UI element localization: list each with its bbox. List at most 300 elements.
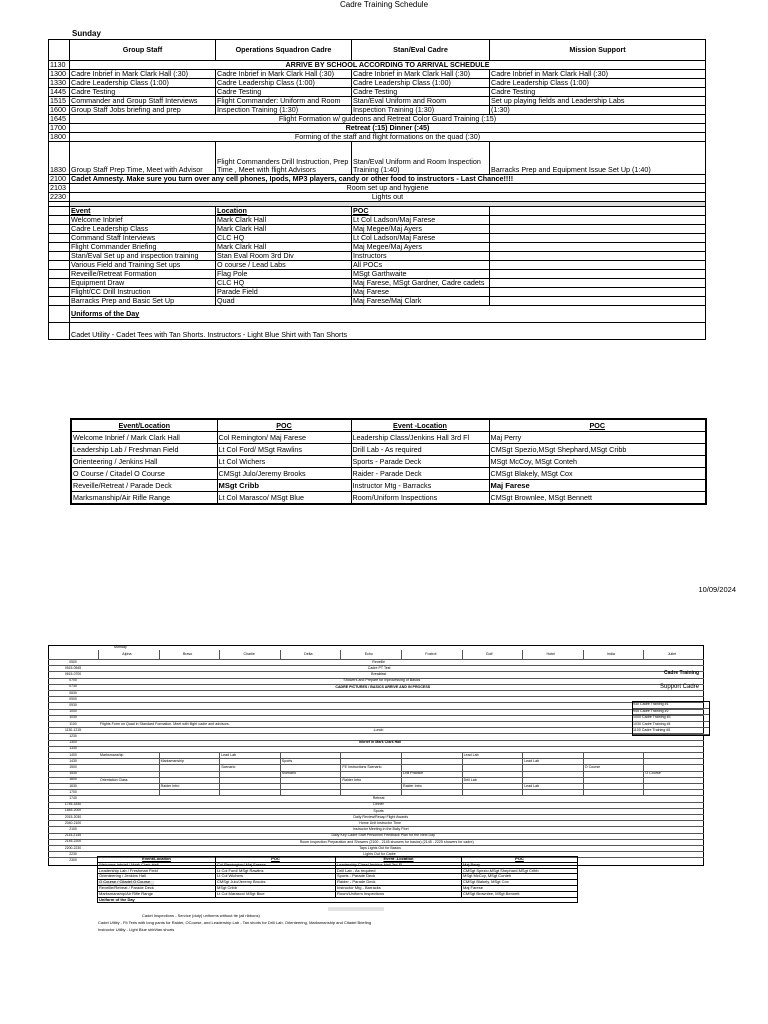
event-row [49,261,706,270]
event-row [49,216,706,225]
poc-cell: Reveille/Retreat / Parade Deck [71,480,217,492]
activity-label: Lead Lab [524,759,540,763]
span-label: Retreat [372,796,385,801]
poc-header: Event/Location [71,419,217,432]
poc-cell: CMSgt Blakely, MSgt Cox [489,468,706,480]
column-header: Group Staff [70,40,216,61]
time-label: 0615-0700 [64,671,82,676]
mini-poc-cell: Lt Col Ford/ MSgt Rawlins [216,868,336,874]
schedule-row [49,142,706,175]
poc-header-row [71,419,706,432]
schedule-row [49,184,706,193]
time-cell: 1445 [49,88,70,97]
blank-cell [49,279,70,288]
cadre-training-title: Cadre Training [664,670,700,676]
time-label: 2200-2230 [64,845,82,850]
mini-poc-cell: CMSgt Spezio,MSgt Shephard,MSgt Cribb [462,868,578,874]
time-label: 2145-2200 [64,839,82,844]
time-cell: 1700 [49,124,70,133]
time-label: 2015-2030 [64,814,82,819]
event-row [49,297,706,306]
event-cell: All POCs [352,261,490,270]
poc-cell: Drill Lab - As required [351,444,489,456]
time-row-line [48,690,704,691]
poc-row [71,432,706,444]
poc-cell: Room/Uniform Inspections [351,492,489,505]
time-label: 2230 [69,851,77,856]
event-cell: Parade Field [216,288,352,297]
span-label: Reveille [372,659,386,664]
time-cell: 1800 [49,133,70,142]
activity-label: Drill Practice [403,771,424,776]
event-cell: Various Field and Training Set ups [70,261,216,270]
side-row: 945 Cadre Training #2 [633,709,709,716]
time-label: 0830 [69,690,77,695]
event-cell: Maj Megee/Maj Ayers [352,225,490,234]
poc-row [71,492,706,505]
mini-poc-cell: Col Remington/ Maj Farese [216,862,336,868]
poc-cell: Maj Farese [489,480,706,492]
poc-cell: Lt Col Ford/ MSgt Rawlins [217,444,351,456]
schedule-row [49,115,706,124]
event-cell: Stan/Eval Set up and inspection training [70,252,216,261]
span-label: Daily Review/Recap Flight Awards [353,814,409,819]
mini-poc-cell: Drill Lab - As required [336,868,462,874]
flight-column-line [462,650,463,659]
flight-column-line [219,650,220,659]
event-cell: Welcome Inbrief [70,216,216,225]
poc-cell: Raider - Parade Deck [351,468,489,480]
event-cell: Flight/CC Drill Instruction [70,288,216,297]
mini-poc-cell: Event -Location [336,857,462,863]
mini-poc-cell: POC [462,857,578,863]
poc-cell: Marksmanship/Air Rifle Range [71,492,217,505]
mini-poc-cell: Leadership Class/Jenkins Hall 3rd Fl [336,862,462,868]
schedule-row [49,61,706,70]
event-cell: Stan Eval Room 3rd Div [216,252,352,261]
activity-label: Raider Intro [342,777,362,782]
poc-header: POC [489,419,706,432]
activity-cell: Barracks Prep and Equipment Issue Set Up (1:40) [490,142,706,175]
flight-label: Bravo [182,652,193,656]
poc-cell: MSgt McCoy, MSgt Conteh [489,456,706,468]
event-header: POC [352,207,490,216]
blank-cell [49,252,70,261]
mini-poc-cell: Reveille/Retreat / Parade Deck [98,885,216,891]
poc-row [71,468,706,480]
activity-label: O Course [645,771,661,776]
flight-column-line [401,650,402,659]
activity-cell: Flight Commanders Drill Instruction, Prep Time , Meet with flight Advisors [216,142,352,175]
schedule-row [49,97,706,106]
mini-poc-cell: Maj Farese [462,885,578,891]
time-row-line [48,777,704,778]
grid-column-line [643,789,644,795]
activity-label: Raider Intro [403,783,422,788]
time-label: 1300 [69,740,77,745]
span-label: Daily Key Cadre Staff Personnel Feedback Plan for the Next Day [331,833,435,838]
time-cell: 1645 [49,115,70,124]
blank-cell [49,243,70,252]
flight-label: Charlie [243,652,255,656]
span-label: Flights Form on Quad in Standard Formation. Meet with flight cadre and advisors. [100,721,230,726]
time-label: 1630 [69,783,77,788]
activity-cell: (1:30) [490,106,706,115]
activity-cell: Cadre Inbrief in Mark Clark Hall (:30) [352,70,490,79]
time-cell: 2100 [49,175,70,184]
blank-cell [490,225,706,234]
time-cell: 2103 [49,184,70,193]
event-row [49,252,706,261]
activity-cell: Inspection Training (1:30) [352,106,490,115]
grid-column-line [340,789,341,795]
time-row-line [48,746,704,747]
poc-cell: CMSgt Julo/Jeremy Brooks [217,468,351,480]
event-cell: Flag Pole [216,270,352,279]
activity-label: FE Instructions Scenario [342,765,382,770]
flight-label: India [607,652,615,656]
event-cell: Quad [216,297,352,306]
activity-cell: Cadre Leadership Class (1:00) [70,79,216,88]
blank-cell [49,261,70,270]
schedule-row [49,124,706,133]
mini-poc-cell: Orienteering / Jenkins Hall [98,874,216,880]
mini-poc-cell: Sports - Parade Deck [336,874,462,880]
event-row [49,270,706,279]
blank-cell [49,270,70,279]
event-cell: Lt Col Ladson/Maj Farese [352,234,490,243]
time-label: 1845-2000 [64,808,82,813]
span-label: Cadre PT Test [367,666,391,670]
mini-poc-cell: MSgt McCoy, MSgt Conteh [462,874,578,880]
activity-label: Raider Intro [160,783,180,788]
time-row-line [48,733,704,734]
activity-cell: Inspection Training (1:30) [216,106,352,115]
event-cell: Barracks Prep and Basic Set Up [70,297,216,306]
grid-column-line [219,789,220,795]
blank-cell [49,306,70,323]
span-label: Instructor Meeting in the Bally Ffort [352,827,409,832]
blank-cell [490,207,706,216]
blank-cell [490,288,706,297]
poc-row [71,480,706,492]
poc-cell: Sports - Parade Deck [351,456,489,468]
time-label: 1700 [69,789,77,794]
uniform-text: Cadet Utility - Cadet Tees with Tan Shorts. Instructors - Light Blue Shirt with Tan Shorts [70,323,706,340]
event-row [49,288,706,297]
time-label: 2100 [69,826,77,831]
event-cell: Equipment Draw [70,279,216,288]
span-cell: Forming of the staff and flight formations on the quad (:30) [70,133,706,142]
monday-poc-table [97,856,577,903]
activity-cell: Group Staff Jobs briefing and prep [70,106,216,115]
flight-column-line [280,650,281,659]
blank-cell [49,207,70,216]
event-cell: Maj Farese [352,288,490,297]
flight-label: Echo [364,652,373,656]
event-row [49,243,706,252]
event-cell: Command Staff Interviews [70,234,216,243]
column-header: Stan/Eval Cadre [352,40,490,61]
activity-label: Sports [281,759,293,763]
event-cell: Reveille/Retreat Formation [70,270,216,279]
activity-cell: Cadre Leadership Class (1:00) [216,79,352,88]
time-label: 1330 [69,746,77,751]
blank-cell [490,234,706,243]
poc-table [70,418,707,505]
mini-poc-cell: Raider - Parade Deck [336,880,462,886]
flight-column-line [522,650,523,659]
span-label: CADRE PICTURES / BASICS ARRIVE AND IN PROCESS [335,684,431,689]
print-date: 10/09/2024 [698,585,736,594]
mini-poc-cell: MSgt Cribb [216,885,336,891]
activity-cell: Cadre Leadership Class (1:00) [490,79,706,88]
activity-cell: Cadre Leadership Class (1:00) [352,79,490,88]
event-cell: Lt Col Ladson/Maj Farese [352,216,490,225]
time-label: 2300 [69,857,77,862]
blank-cell [490,252,706,261]
blank-cell [490,279,706,288]
cadre-training-side-list [632,701,710,736]
activity-cell: Cadre Testing [352,88,490,97]
span-cell: Room set up and hygiene [70,184,706,193]
activity-cell: Cadre Testing [70,88,216,97]
span-cell: Lights out [70,193,706,202]
poc-row [71,456,706,468]
mini-poc-cell: Maj Perry [462,862,578,868]
support-cadre-title: Support Cadre [660,684,700,690]
time-cell: 1300 [49,70,70,79]
activity-label: Orientation Class [100,777,128,782]
poc-cell: MSgt Cribb [217,480,351,492]
poc-cell: Col Remington/ Maj Farese [217,432,351,444]
side-row: 930 Cadre Training #1 [633,702,709,709]
time-row-line [48,752,704,753]
event-cell: O course / Lead Labs [216,261,352,270]
flight-label: Juliet [667,652,677,656]
blank-cell [49,297,70,306]
time-label: 1130-1215 [65,727,81,732]
flight-column-line [643,650,644,659]
flight-label: Golf [485,652,493,656]
time-label: 1000 [69,709,77,714]
time-label: 0900 [69,696,77,701]
uniform-title-row [49,306,706,323]
event-cell: MSgt Garthwaite [352,270,490,279]
mini-poc-cell: Lt Col Wichers [216,874,336,880]
time-label: 1100 [69,721,77,726]
poc-cell: CMSgt Spezio,MSgt Shephard,MSgt Cribb [489,444,706,456]
time-row-line [48,709,704,710]
span-label: Dinner [373,802,384,807]
schedule-row [49,79,706,88]
poc-cell: Lt Col Wichers [217,456,351,468]
poc-header: POC [217,419,351,432]
span-label: Lunch [373,728,384,732]
activity-label: Lead Lab [221,752,237,757]
flight-label: Hotel [546,652,555,656]
blank-cell [490,243,706,252]
event-header: Event [70,207,216,216]
schedule-row [49,70,706,79]
event-cell: Maj Megee/Maj Ayers [352,243,490,252]
mini-poc-cell: Event/Location [98,857,216,863]
activity-cell: Flight Commander: Uniform and Room [216,97,352,106]
event-cell: Maj Farese/Maj Clark [352,297,490,306]
document-title: Cadre Training Schedule [339,0,429,9]
activity-label: Drill Lab [463,777,477,782]
span-label: Inbrief in Mark Clark Hall [359,740,402,745]
event-header: Location [216,207,352,216]
event-cell: Mark Clark Hall [216,225,352,234]
activity-label: Scenario [221,765,236,770]
span-cell: Flight Formation w/ guideons and Retreat Color Guard Training (:15) [70,115,706,124]
blank-cell [49,225,70,234]
time-label: 1030 [69,715,77,720]
poc-cell: Orienteering / Jenkins Hall [71,456,217,468]
flight-label: Alpha [122,652,132,656]
span-label: Sports [373,808,384,813]
activity-label: Lead Lab [463,752,479,757]
grid-column-line [462,789,463,795]
schedule-table [48,39,706,340]
poc-cell: O Course / Citadel O Course [71,468,217,480]
time-label: 0930 [69,702,77,707]
poc-cell: CMSgt Brownlee, MSgt Bennett [489,492,706,505]
mini-poc-cell: O Course / Citadel O Course [98,880,216,886]
time-label: 1400 [69,752,77,757]
schedule-row [49,175,706,184]
span-cell: ARRIVE BY SCHOOL ACCORDING TO ARRIVAL SCHEDULE [70,61,706,70]
time-row-line [48,715,704,716]
time-cell: 1515 [49,97,70,106]
time-label: 0500 [69,659,77,664]
blank-cell [49,323,70,340]
time-label: 1740 [69,795,77,800]
event-cell: Instructors [352,252,490,261]
event-cell: CLC HQ [216,234,352,243]
time-label: 1530 [69,771,77,776]
blank-cell [490,297,706,306]
time-label: 1230 [69,733,77,738]
column-header: Mission Support [490,40,706,61]
event-cell: Mark Clark Hall [216,216,352,225]
uniform-text-row [49,323,706,340]
time-cell: 1600 [49,106,70,115]
poc-cell: Lt Col Marasco/ MSgt Blue [217,492,351,505]
event-cell: Mark Clark Hall [216,243,352,252]
mini-poc-cell: Leadership Lab / Freshman Field [98,868,216,874]
event-cell: CLC HQ [216,279,352,288]
time-row-line [48,696,704,697]
flight-column-line [159,650,160,659]
flight-column-line [340,650,341,659]
activity-cell: Group Staff Prep Time, Meet with Advisor [70,142,216,175]
activity-cell: Cadre Testing [216,88,352,97]
poc-cell: Leadership Class/Jenkins Hall 3rd Fl [351,432,489,444]
activity-cell: Cadre Inbrief in Mark Clark Hall (:30) [216,70,352,79]
time-label: 1745-1830 [64,802,82,807]
poc-cell: Welcome Inbrief / Mark Clark Hall [71,432,217,444]
mini-uniform-title: Uniform of the Day [98,897,578,903]
span-cell: Cadet Amnesty. Make sure you turn over any cell phones, Ipods, MP3 players, candy or other food to instructors - Last Chance!!!! [70,175,706,184]
activity-cell: Cadre Inbrief in Mark Clark Hall (:30) [70,70,216,79]
flight-column-line [98,650,99,659]
time-header-cell [49,40,70,61]
poc-cell: Leadership Lab / Freshman Field [71,444,217,456]
mini-poc-cell: Lt Col Marasco/ MSgt Blue [216,891,336,897]
activity-cell: Stan/Eval Uniform and Room Inspection Training (1:40) [352,142,490,175]
monday-note-1: Cadet Inspections - Service (duty) uniforms without tie (all ribbons) [142,913,260,918]
schedule-row [49,193,706,202]
time-label: 0730 [69,684,77,689]
time-row-line [48,789,704,790]
grid-column-line [159,789,160,795]
time-label: 2040-2100 [64,820,82,825]
grid-column-line [522,789,523,795]
mini-poc-cell: Welcome Inbrief / Mark Clark Hall [98,862,216,868]
mini-poc-cell: Marksmanship/Air Rifle Range [98,891,216,897]
mini-poc-cell: Room/Uniform Inspections [336,891,462,897]
time-row-line [48,702,704,703]
span-label: Room Inspection Preparation and Showers (2100 - 2145 showers for basics) (2145 - 2225 showers for cadre) [299,839,474,844]
activity-label: Marksmanship [100,752,124,757]
span-label: Breakfast [371,672,387,677]
side-row: 1030 Cadre Training #4 [633,722,709,729]
poc-cell: Instructor Mtg - Barracks [351,480,489,492]
grid-column-line [401,789,402,795]
time-label: 0515-0545 [64,665,82,670]
blank-cell [49,234,70,243]
blank-cell [490,261,706,270]
time-cell: 1830 [49,142,70,175]
monday-note-3: Instructor Utility - Light Blue shirt/tan shorts [98,927,175,932]
mini-poc-cell: CMSgt Brownlee, MSgt Bennett [462,891,578,897]
flight-label: Foxtrot [425,652,437,656]
event-header-row [49,207,706,216]
day-label: Sunday [72,29,101,38]
grid-column-line [280,789,281,795]
event-cell: Flight Commander Briefing [70,243,216,252]
activity-cell: Cadre Inbrief in Mark Clark Hall (:30) [490,70,706,79]
activity-label: O Course [584,765,601,770]
flight-label: Delta [304,652,313,656]
span-cell: Retreat (:15) Dinner (:45) [70,124,706,133]
mini-uniform-row [98,897,578,903]
activity-cell: Stan/Eval Uniform and Room [352,97,490,106]
time-row-line [48,758,704,759]
activity-label: Lead Lab [524,783,540,788]
blank-cell [490,216,706,225]
blank-cell [490,270,706,279]
activity-cell: Cadre Testing [490,88,706,97]
mini-poc-cell: POC [216,857,336,863]
time-row-line [48,783,704,784]
span-label: Home Unit Instructor Time [359,821,401,825]
mini-poc-cell: Instructor Mtg - Barracks [336,885,462,891]
uniform-title: Uniforms of the Day [70,306,706,323]
side-row: 1000 Cadre Training #3 [633,715,709,722]
time-label: 2115-2145 [65,833,81,838]
blank-cell [49,216,70,225]
mini-poc-cell: CMSgt Blakely, MSgt Cox [462,880,578,886]
span-label: Showers and Prepare for Inprocessing of Basics [343,678,421,683]
flight-column-line [583,650,584,659]
activity-label: Scenario [281,771,296,776]
activity-cell: Set up playing fields and Leadership Labs [490,97,706,106]
time-label: 1500 [69,764,77,769]
column-header: Operations Squadron Cadre [216,40,352,61]
